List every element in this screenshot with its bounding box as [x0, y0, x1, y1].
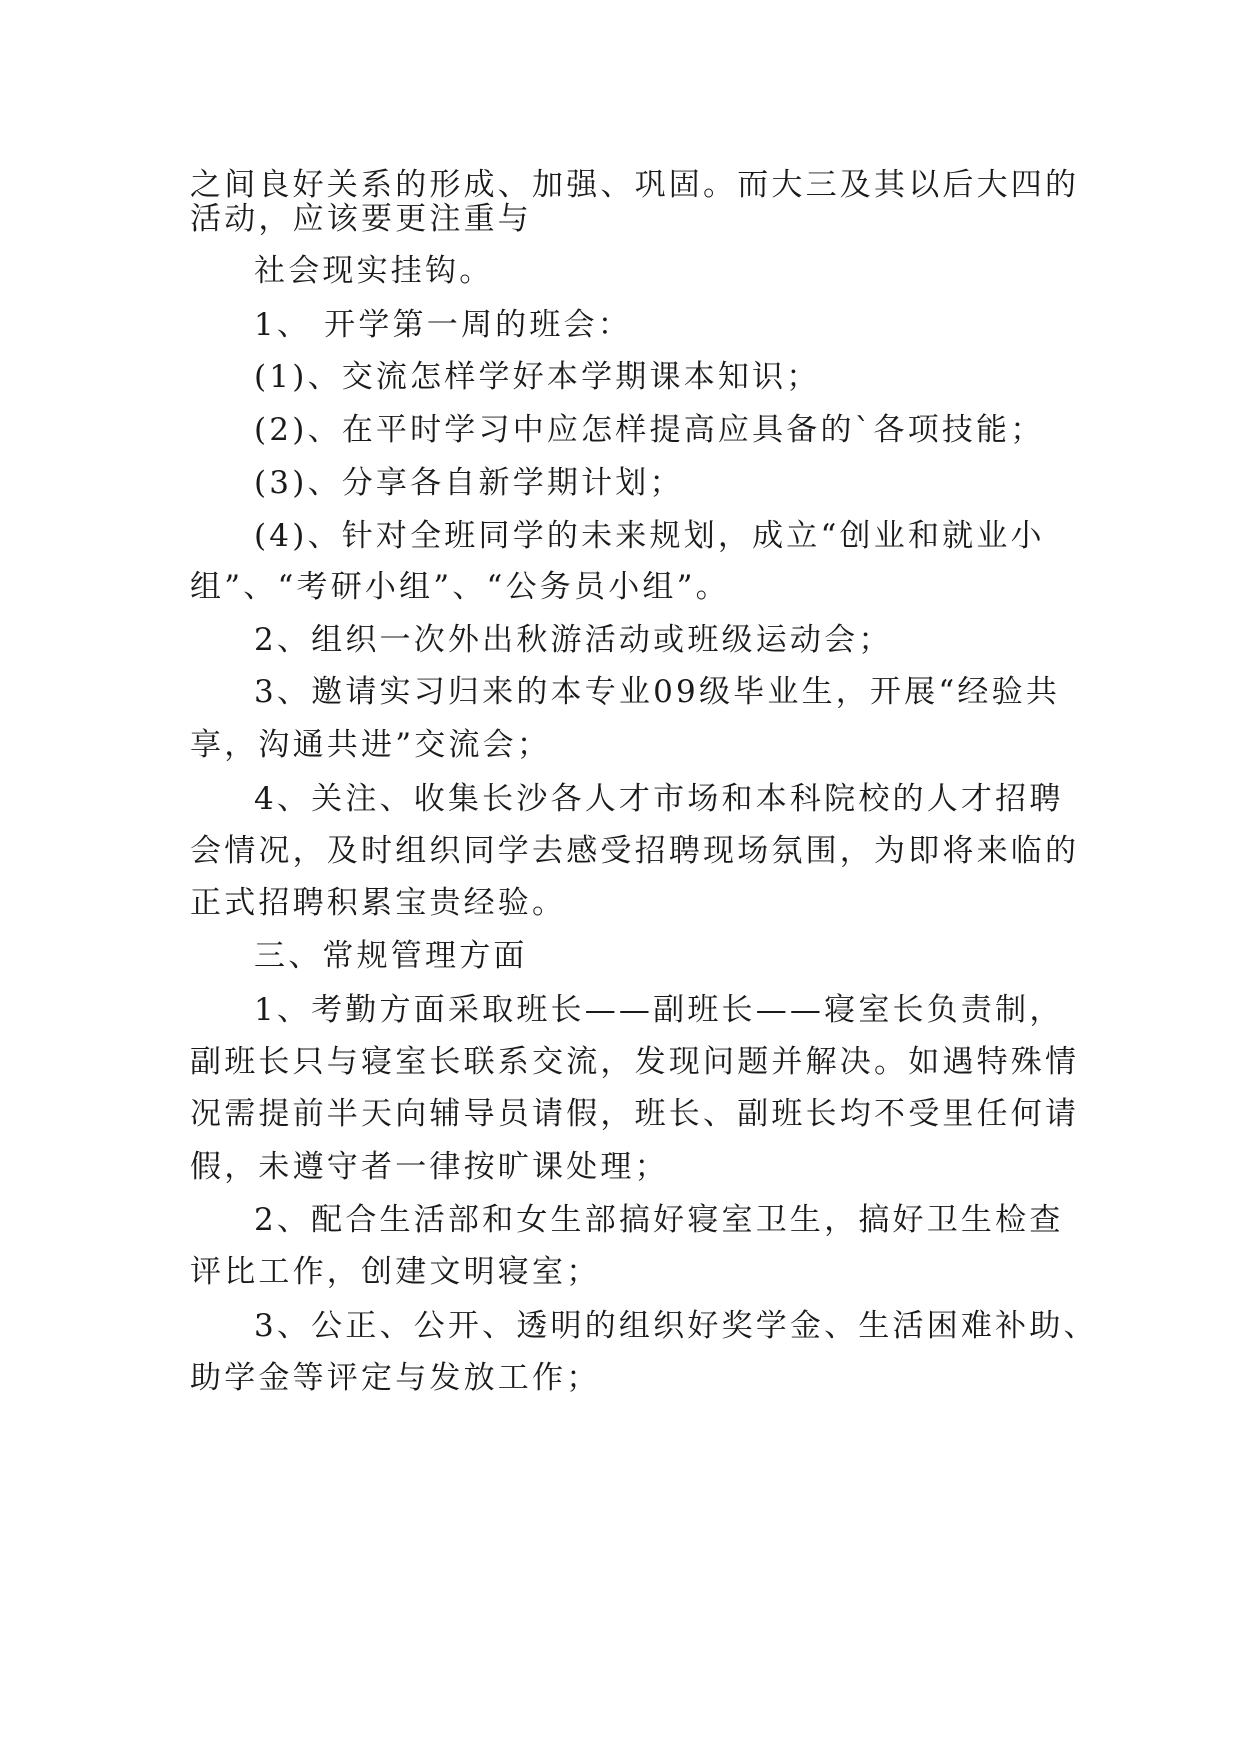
list-item: (2)、在平时学习中应怎样提高应具备的`各项技能；	[254, 412, 1045, 448]
body-text-line: 之间良好关系的形成、加强、巩固。而大三及其以后大四的	[190, 167, 1080, 203]
section-heading: 三、常规管理方面	[254, 938, 528, 974]
list-item-continuation: 会情况，及时组织同学去感受招聘现场氛围，为即将来临的	[190, 833, 1080, 869]
list-item: 4、关注、收集长沙各人才市场和本科院校的人才招聘	[254, 781, 1064, 817]
list-item: 2、配合生活部和女生部搞好寝室卫生，搞好卫生检查	[254, 1202, 1064, 1238]
list-item: (3)、分享各自新学期计划；	[254, 465, 684, 501]
list-item-continuation: 况需提前半天向辅导员请假，班长、副班长均不受里任何请	[190, 1096, 1080, 1132]
list-item: 1、考勤方面采取班长——副班长——寝室长负责制，	[254, 992, 1064, 1028]
list-item-continuation: 假，未遵守者一律按旷课处理；	[190, 1149, 669, 1185]
list-item: (4)、针对全班同学的未来规划，成立“创业和就业小	[254, 518, 1045, 554]
list-heading: 1、 开学第一周的班会：	[254, 307, 632, 343]
list-item-continuation: 副班长只与寝室长联系交流，发现问题并解决。如遇特殊情	[190, 1044, 1080, 1080]
list-item-continuation: 正式招聘积累宝贵经验。	[190, 885, 567, 921]
list-item: 2、组织一次外出秋游活动或班级运动会；	[254, 622, 893, 658]
list-item-continuation: 评比工作，创建文明寝室；	[190, 1254, 601, 1290]
body-text-line: 社会现实挂钩。	[254, 253, 494, 289]
body-text-line: 活动，应该要更注重与	[190, 201, 532, 237]
list-item: 3、公正、公开、透明的组织好奖学金、生活困难补助、	[254, 1308, 1098, 1344]
list-item-continuation: 组”、“考研小组”、“公务员小组”。	[190, 569, 730, 605]
list-item-continuation: 助学金等评定与发放工作；	[190, 1360, 601, 1396]
list-item: 3、邀请实习归来的本专业09级毕业生，开展“经验共	[254, 674, 1061, 710]
list-item: (1)、交流怎样学好本学期课本知识；	[254, 359, 821, 395]
list-item-continuation: 享，沟通共进”交流会；	[190, 727, 552, 763]
